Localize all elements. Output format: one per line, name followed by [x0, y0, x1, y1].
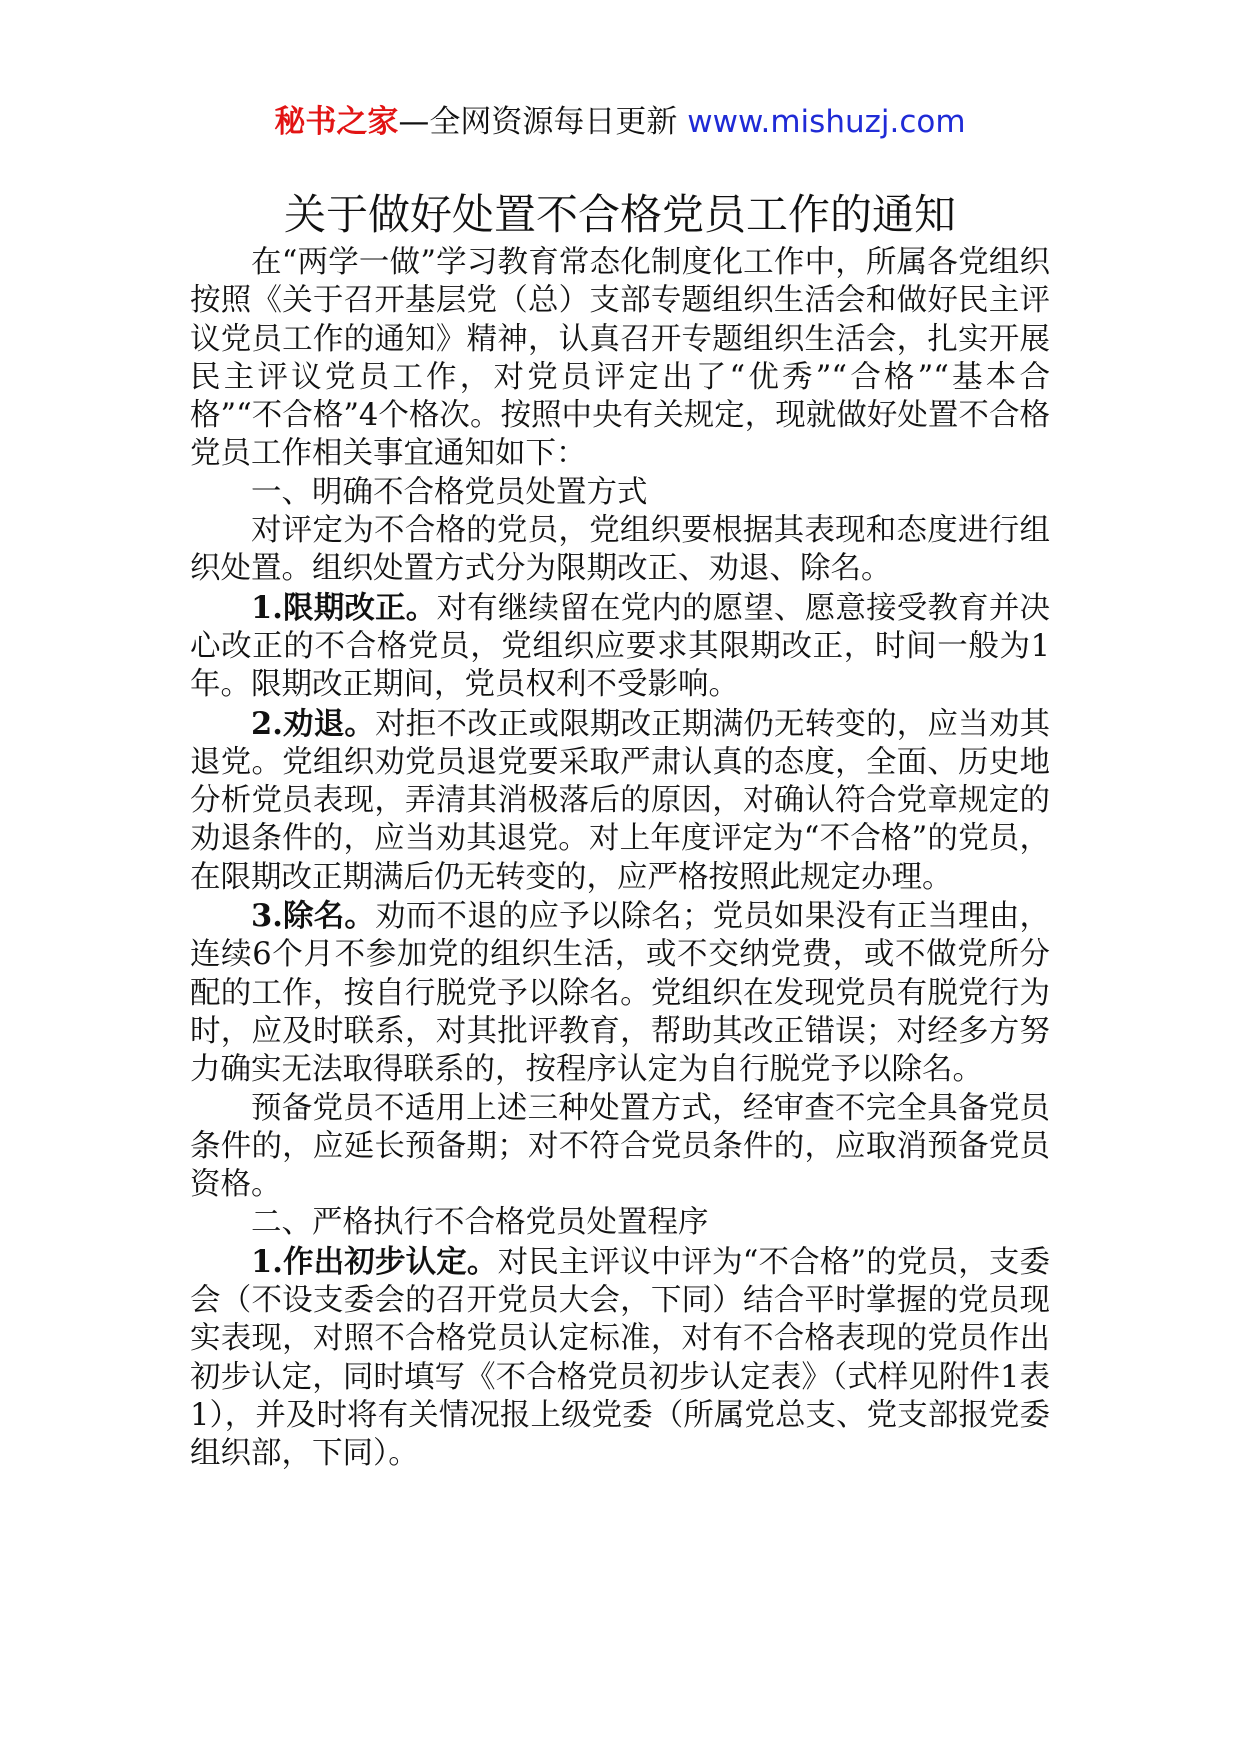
intro-paragraph: 在“两学一做”学习教育常态化制度化工作中，所属各党组织按照《关于召开基层党（总）支部专题组织生活会和做好民主评议党员工作的通知》精神，认真召开专题组织生活会，扎实开展民主评议党员工作，对党员评定出了“优秀”“合格”“基本合格”“不合格”4个格次。按照中央有关规定，现就做好处置不合格党员工作相关事宜通知如下： [190, 245, 1050, 472]
list-item-text: 劝而不退的应予以除名；党员如果没有正当理由，连续6个月不参加党的组织生活，或不交纳党费，或不做党所分配的工作，按自行脱党予以除名。党组织在发现党员有脱党行为时，应及时联系，对其批评教育，帮助其改正错误；对经多方努力确实无法取得联系的，按程序认定为自行脱党予以除名。 [190, 899, 1051, 1088]
list-item [190, 705, 1050, 897]
list-item-label: 3.除名。 [251, 898, 376, 935]
list-item-text: 对民主评议中评为“不合格”的党员，支委会（不设支委会的召开党员大会，下同）结合平时掌握的党员现实表现，对照不合格党员认定标准，对有不合格表现的党员作出初步认定，同时填写《不合格党员初步认定表》（式样见附件1表1），并及时将有关情况报上级党委（所属党总支、党支部报党委组织部，下同）。 [190, 1244, 1050, 1472]
list-item-label: 1.限期改正。 [251, 589, 437, 626]
list-item [190, 897, 1050, 1089]
list-item-text: 对拒不改正或限期改正期满仍无转变的，应当劝其退党。党组织劝党员退党要采取严肃认真的态度，全面、历史地分析党员表现，弄清其消极落后的原因，对确认符合党章规定的劝退条件的，应当劝其退党。对上年度评定为“不合格”的党员，在限期改正期满后仍无转变的，应严格按照此规定办理。 [190, 706, 1051, 895]
note-paragraph: 预备党员不适用上述三种处置方式，经审查不完全具备党员条件的，应延长预备期；对不符合党员条件的，应取消预备党员资格。 [190, 1090, 1050, 1203]
document-body [190, 244, 1050, 1474]
site-banner [0, 100, 1240, 144]
document-title: 关于做好处置不合格党员工作的通知 [283, 190, 956, 239]
list-item-text: 对有继续留在党内的愿望、愿意接受教育并决心改正的不合格党员，党组织应要求其限期改正，时间一般为1年。限期改正期间，党员权利不受影响。 [190, 590, 1051, 703]
site-url-link[interactable]: www.mishuzj.com [687, 104, 966, 140]
banner-tagline: —全网资源每日更新 [398, 104, 688, 140]
section-heading: 一、明确不合格党员处置方式 [251, 474, 648, 510]
list-item-label: 1.作出初步认定。 [251, 1243, 498, 1280]
section-lead-paragraph: 对评定为不合格的党员，党组织要根据其表现和态度进行组织处置。组织处置方式分为限期改正、劝退、除名。 [190, 513, 1050, 587]
list-item-label: 2.劝退。 [251, 705, 376, 742]
section-heading: 二、严格执行不合格党员处置程序 [251, 1205, 709, 1241]
list-item [190, 589, 1050, 705]
list-item [190, 1243, 1050, 1474]
brand-name: 秘书之家 [274, 104, 399, 140]
